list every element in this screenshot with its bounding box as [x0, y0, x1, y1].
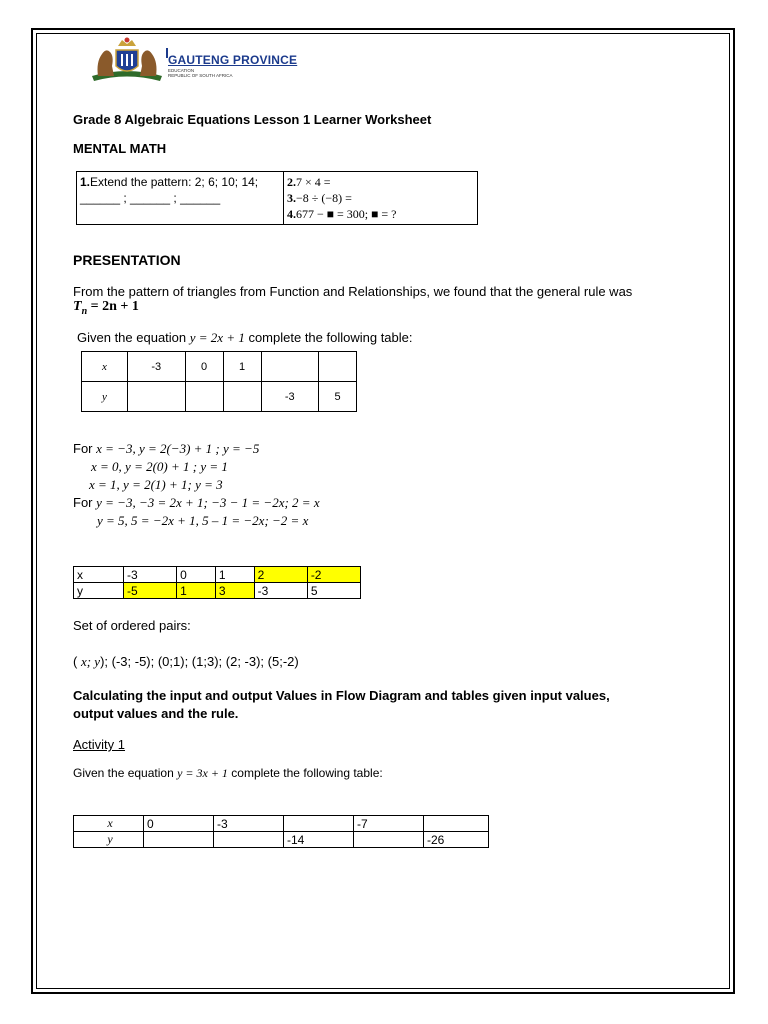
table2-x-cell-highlighted: 2: [254, 567, 307, 583]
given1-pre: Given the equation: [77, 330, 190, 345]
table1-y-cell: [128, 382, 186, 412]
table1-x-cell: 0: [185, 352, 223, 382]
table2-y-cell-highlighted: -5: [124, 583, 177, 599]
working4-pre: For: [73, 495, 97, 510]
q1-number: 1.: [80, 175, 91, 189]
ordered-pairs: [73, 654, 299, 670]
table2-y-cell-highlighted: 3: [215, 583, 254, 599]
table3-x-label: x: [74, 816, 144, 832]
table1-x-cell: -3: [128, 352, 186, 382]
table3-y-cell: -26: [424, 832, 489, 848]
q3-number: 3.: [287, 191, 296, 205]
presentation-heading: PRESENTATION: [73, 252, 181, 268]
org-name: GAUTENG PROVINCE: [168, 53, 298, 67]
table-3: [73, 815, 489, 848]
given-equation-2: [73, 766, 383, 781]
working-line-3: x = 1, y = 2(1) + 1; y = 3: [89, 477, 223, 492]
ordered-pairs-heading: Set of ordered pairs:: [73, 618, 191, 633]
rule-subscript: n: [81, 305, 88, 317]
org-line2: EDUCATION: [168, 68, 195, 73]
table2-y-cell: -3: [254, 583, 307, 599]
coat-of-arms-icon: [88, 36, 166, 84]
table1-y-label: y: [82, 382, 128, 412]
calc-heading-line-1: Calculating the input and output Values in Flow Diagram and tables given input values,: [73, 688, 610, 703]
table-2: [73, 566, 361, 599]
working-line-4: [73, 495, 320, 511]
presentation-intro: From the pattern of triangles from Function and Relationships, we found that the general rule was: [73, 284, 633, 299]
given2-pre: Given the equation: [73, 766, 178, 780]
table3-y-cell: [354, 832, 424, 848]
table3-y-cell: -14: [284, 832, 354, 848]
table3-y-cell: [144, 832, 214, 848]
table3-x-cell: -7: [354, 816, 424, 832]
q4-number: 4.: [287, 207, 296, 221]
table1-x-cell: [261, 352, 319, 382]
rule-t: T: [73, 299, 82, 314]
table2-x-cell: -3: [124, 567, 177, 583]
activity-heading: Activity 1: [73, 737, 126, 752]
rule-rest: = 2n + 1: [87, 299, 139, 314]
table3-x-cell: 0: [144, 816, 214, 832]
table2-y-cell-highlighted: 1: [177, 583, 216, 599]
pairs-open: (: [73, 654, 81, 669]
table3-y-cell: [214, 832, 284, 848]
working-line-2: x = 0, y = 2(0) + 1 ; y = 1: [91, 459, 228, 474]
given-equation-1: [77, 330, 413, 346]
mental-math-table: [76, 171, 478, 225]
table1-y-cell: [223, 382, 261, 412]
working-line-1: [73, 441, 259, 457]
mental-math-cell-right: [284, 172, 478, 225]
general-rule: [73, 299, 139, 317]
table3-x-cell: [424, 816, 489, 832]
table3-x-cell: -3: [214, 816, 284, 832]
table1-y-cell: 5: [319, 382, 357, 412]
table3-y-label: y: [74, 832, 144, 848]
working-line-5: y = 5, 5 = −2x + 1, 5 – 1 = −2x; −2 = x: [97, 513, 309, 528]
working1-eq: x = −3, y = 2(−3) + 1 ; y = −5: [96, 441, 260, 456]
table2-y-label: y: [74, 583, 124, 599]
worksheet-title: Grade 8 Algebraic Equations Lesson 1 Learner Worksheet: [73, 112, 432, 127]
q2-text: 7 × 4 =: [296, 175, 331, 189]
mental-math-cell-left: [77, 172, 284, 225]
given2-eq: y = 3x + 1: [177, 766, 228, 780]
given1-post: complete the following table:: [244, 330, 413, 345]
calc-heading-line-2: output values and the rule.: [73, 706, 239, 721]
table2-x-label: x: [74, 567, 124, 583]
table2-x-cell-highlighted: -2: [307, 567, 360, 583]
q3-text: −8 ÷ (−8) =: [296, 191, 352, 205]
table2-x-cell: 1: [215, 567, 254, 583]
table1-x-cell: [319, 352, 357, 382]
q1-text: Extend the pattern: 2; 6; 10; 14;: [90, 175, 259, 189]
table1-x-cell: 1: [223, 352, 261, 382]
table1-x-label: x: [82, 352, 128, 382]
q1-blanks: ______ ; ______ ; ______: [80, 191, 221, 205]
table1-y-cell: [185, 382, 223, 412]
mental-math-heading: MENTAL MATH: [73, 141, 167, 156]
working4-eq: y = −3, −3 = 2x + 1; −3 − 1 = −2x; 2 = x: [96, 495, 320, 510]
given1-eq: y = 2x + 1: [189, 330, 245, 345]
q4-text: 677 − ■ = 300; ■ = ?: [296, 207, 397, 221]
table2-y-cell: 5: [307, 583, 360, 599]
pairs-list: ); (-3; -5); (0;1); (1;3); (2; -3); (5;-2): [100, 654, 299, 669]
pairs-vars: x; y: [80, 654, 101, 669]
table1-y-cell: -3: [261, 382, 319, 412]
given2-post: complete the following table:: [227, 766, 383, 780]
table3-x-cell: [284, 816, 354, 832]
org-line3: REPUBLIC OF SOUTH AFRICA: [168, 73, 233, 78]
table2-x-cell: 0: [177, 567, 216, 583]
table-1: [81, 351, 357, 412]
q2-number: 2.: [287, 175, 296, 189]
working1-pre: For: [73, 441, 97, 456]
